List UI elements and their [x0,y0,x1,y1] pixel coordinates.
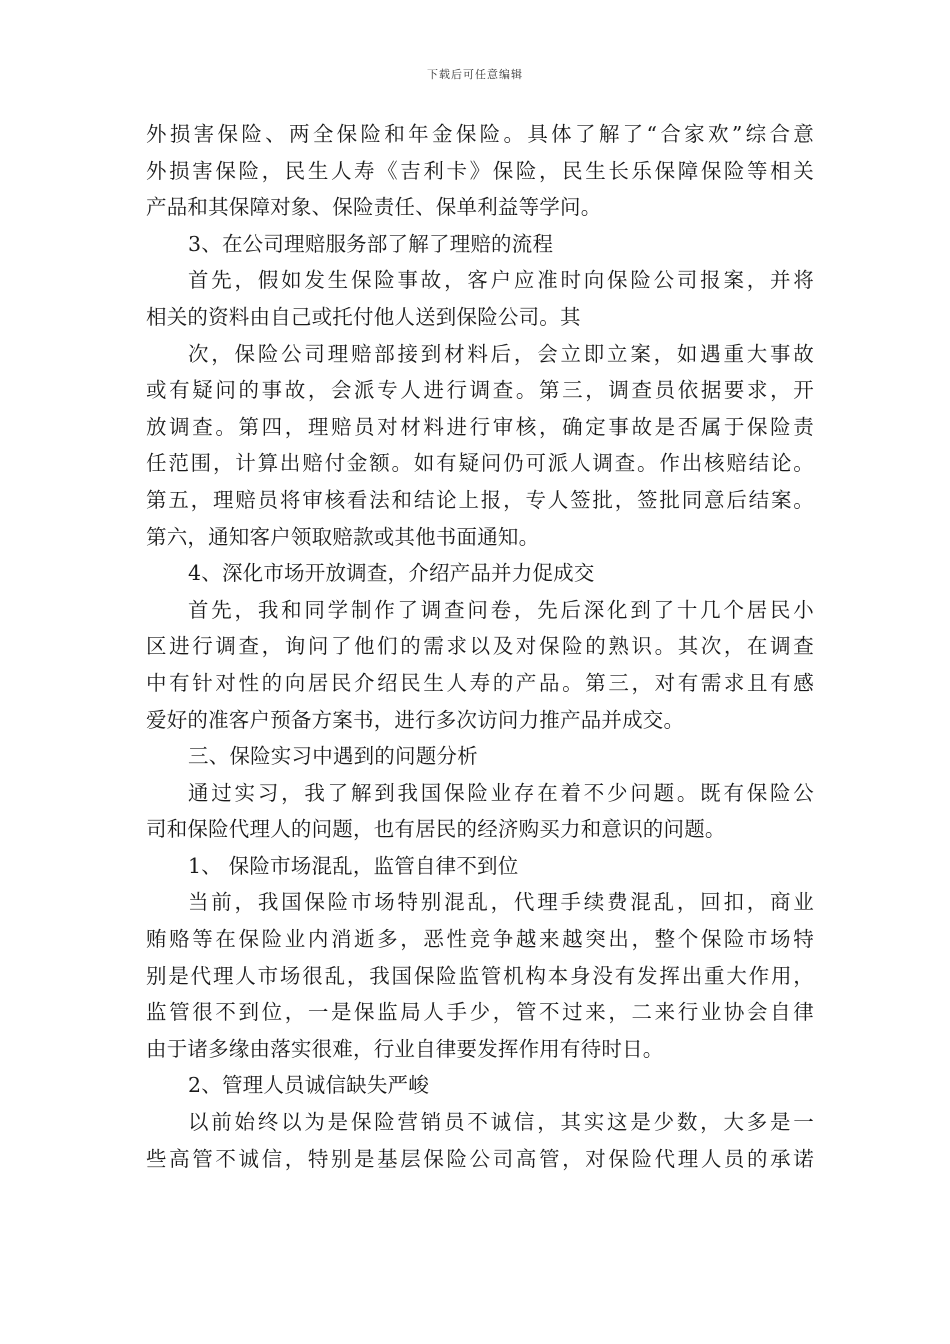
text-line: 三、保险实习中遇到的问题分析 [188,744,478,769]
text-line: 监管很不到位，一是保监局人手少，管不过来，二来行业协会自律 [146,1000,814,1025]
text-line: 4、深化市场开放调查，介绍产品并力促成交 [188,561,595,586]
text-line: 中有针对性的向居民介绍民生人寿的产品。第三，对有需求且有感 [146,670,814,695]
text-line: 首先，假如发生保险事故，客户应准时向保险公司报案，并将 [188,268,814,293]
text-line: 由于诸多缘由落实很难，行业自律要发挥作用有待时日。 [146,1036,664,1061]
text-line: 司和保险代理人的问题，也有居民的经济购买力和意识的问题。 [146,817,726,842]
text-line: 相关的资料由自己或托付他人送到保险公司。其 [146,304,581,329]
text-line: 别是代理人市场很乱，我国保险监管机构本身没有发挥出重大作用， [146,963,814,988]
text-line: 外损害保险、两全保险和年金保险。具体了解了“合家欢”综合意 [146,122,814,146]
text-line: 产品和其保障对象、保险责任、保单利益等学问。 [146,195,602,220]
text-line: 外损害保险，民生人寿《吉利卡》保险，民生长乐保障保险等相关 [146,158,814,183]
text-line: 或有疑问的事故，会派专人进行调查。第三，调查员依据要求，开 [146,378,814,403]
text-line: 爱好的准客户预备方案书，进行多次访问力推产品并成交。 [146,707,685,732]
text-line: 任范围，计算出赔付金额。如有疑问仍可派人调查。作出核赔结论。 [146,451,814,476]
text-line: 些高管不诚信，特别是基层保险公司高管，对保险代理人员的承诺 [146,1146,814,1171]
text-line: 首先，我和同学制作了调查问卷，先后深化到了十几个居民小 [188,597,814,622]
text-line: 次，保险公司理赔部接到材料后，会立即立案，如遇重大事故 [188,341,814,366]
text-line: 第五，理赔员将审核看法和结论上报，专人签批，签批同意后结案。 [146,487,814,512]
text-line: 3、在公司理赔服务部了解了理赔的流程 [188,231,554,256]
text-line: 1、 保险市场混乱，监管自律不到位 [188,853,519,878]
text-line: 第六，通知客户领取赔款或其他书面通知。 [146,524,540,549]
text-line: 通过实习，我了解到我国保险业存在着不少问题。既有保险公 [188,780,814,805]
text-line: 贿赂等在保险业内消逝多，恶性竞争越来越突出，整个保险市场特 [146,927,814,952]
text-line: 以前始终以为是保险营销员不诚信，其实这是少数，大多是一 [188,1110,814,1135]
page-header: 下载后可任意编辑 [427,68,523,81]
text-line: 当前，我国保险市场特别混乱，代理手续费混乱，回扣，商业 [188,890,814,915]
text-line: 2、管理人员诚信缺失严峻 [188,1073,429,1098]
text-line: 放调查。第四，理赔员对材料进行审核，确定事故是否属于保险责 [146,414,814,439]
document-body [146,116,814,1177]
text-line: 区进行调查，询问了他们的需求以及对保险的熟识。其次，在调查 [146,634,814,659]
